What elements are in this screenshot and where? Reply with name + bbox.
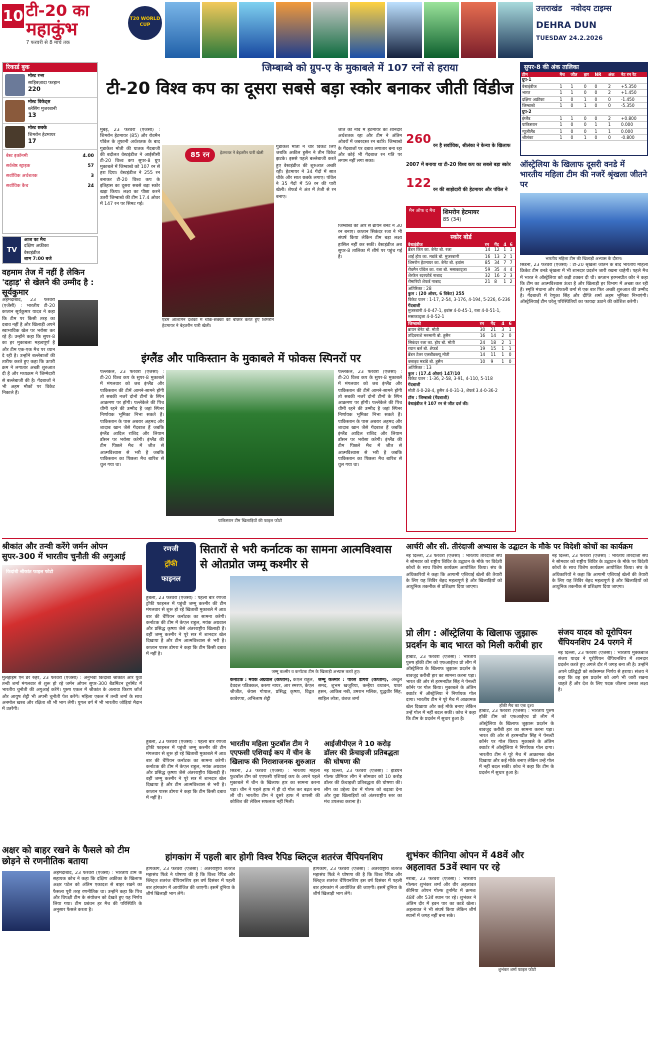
batting-table-2: जिम्बाब्वे रन गेंद 4 6 ब्रायन बेनेट बो. मोती 30 21 3 1 तदिवनाशे मरुमानी बो. हुसैन 16 14 2 0 सिकंदर रजा का. होप बो. मोती 24 18 2 1 रयान बर्ल बो. शेफर्ड 19 15 1 1 ब्रेंडन टेलर एलबीडब्ल्यू मोती 14 11 1 0 क्लाइव मडांडे बो. हुसैन 10 9 1 0 xyxy=(407,321,515,365)
headline: प्रो लीग : ऑस्ट्रेलिया के खिलाफ जुझारू प्रदर्शन के बाद भारत को मिली करीबी हार xyxy=(406,629,543,651)
masthead xyxy=(0,0,650,62)
photo xyxy=(2,871,50,931)
section-title: टी-20 का महाकुंभ 7 फरवरी से 8 मार्च तक xyxy=(26,1,90,46)
points-row: जिम्बाब्वे 1 0 1 0 0 -5.350 xyxy=(521,103,647,109)
points-row: वेस्टइंडीज 1 1 0 0 2 +5.350 xyxy=(521,83,647,89)
story-chess: हांगकांग में पहली बार होगी विश्व रैपिड ब्लिट्ज शतरंज चैंपियनशिप हांगकांग, 23 फरवरी (एजेंसी) : अंतरराष्ट्रीय शतरंज महासंघ फिडे ने घोषणा की है कि विश्व रैपिड और ब्लिट्ज शतरंज चैंपियनशिप इस वर्ष दिसंबर में पहली बार हांगकांग में आयोजित की जाएगी। इसमें दुनिया के शीर्ष खिलाड़ी भाग लेंगे। हांगकांग, 23 फरवरी (एजेंसी) : अंतरराष्ट्रीय शतरंज महासंघ फिडे ने घोषणा की है कि विश्व रैपिड और ब्लिट्ज शतरंज चैंपियनशिप इस वर्ष दिसंबर में पहली बार हांगकांग में आयोजित की जाएगी। इसमें दुनिया के शीर्ष खिलाड़ी भाग लेंगे। xyxy=(146,852,402,1040)
record-most-runs: मोस्ट रन्स साहिबज़ादा फरहान 220 xyxy=(3,72,97,98)
points-row: दक्षिण अफ्रीका 1 0 1 0 0 -1.450 xyxy=(521,96,647,102)
story-badminton: श्रीकांत और तन्वी करेंगे जर्मन ओपन सुपर-300 में भारतीय चुनौती की अगुआई किदांबी श्रीकांत फाइल फोटो मुलहाइम एन डेर रुहर, 23 फरवरी (एजेंसी) : अनुभवी किदांबी श्रीकांत और युवा तन्वी शर्मा मंगलवार से शुरू हो रहे जर्मन ओपन सुपर-300 बैडमिंटन टूर्नामेंट में भारतीय चुनौती की अगुआई करेंगे। पुरुष एकल में श्रीकांत के अलावा किरण जॉर्ज और आयुष शेट्टी भी अपनी चुनौती पेश करेंगे। महिला एकल में तन्वी शर्मा के साथ अनमोल खरब और रक्षिता श्री भी भाग लेंगी। युगल वर्ग में भी भारतीय जोड़ियां मैदान में उतरेंगी। xyxy=(2,542,142,713)
scoreboard-row: रोमारियो शेफर्ड नाबाद 21 8 1 2 xyxy=(407,279,515,285)
page-number: 10 xyxy=(2,4,24,28)
scoreboard-row: ब्रेंडन टेलर एलबीडब्ल्यू मोती 14 11 1 0 xyxy=(407,352,515,358)
ranji-photo xyxy=(230,576,402,668)
photo: किदांबी श्रीकांत फाइल फोटो xyxy=(2,565,142,673)
man-of-match: मैन ऑफ द मैच शिमरोन हेटमायर 85 (34) xyxy=(406,206,516,228)
story-igpl: आईजीपीएल ने 10 करोड़ डॉलर की फ्रेंचाइजी प्रतिबद्धता की घोषणा की नई दिल्ली, 23 फरवरी (एजेंसी) : इंडियन गोल्फ प्रीमियर लीग ने सोमवार को 10 करोड़ डॉलर की फ्रेंचाइजी प्रतिबद्धता की घोषणा की। लीग का उद्देश्य देश में गोल्फ को बढ़ावा देना और युवा खिलाड़ियों को अंतरराष्ट्रीय स्तर का मंच उपलब्ध कराना है। xyxy=(324,740,402,806)
points-row: श्रीलंका 1 0 1 0 0 -0.800 xyxy=(521,135,647,141)
headline: भारतीय महिला फुटबॉल टीम ने एएफसी एशियाई कप में चीन के खिलाफ की निराशाजनक शुरुआत xyxy=(230,740,316,766)
ranji-badge: रणजी ट्रॉफी फाइनल xyxy=(146,542,196,592)
photo xyxy=(58,300,98,346)
tv-box: TV आज का मैच दक्षिण अफ्रीका वेस्टइंडीज शाम 7:00 बजे xyxy=(2,236,98,264)
headline: संजय यादव को यूरोपियन चैंपियनशिप 24 परगने में xyxy=(558,628,632,647)
story-hockey: प्रो लीग : ऑस्ट्रेलिया के खिलाफ जुझारू प्रदर्शन के बाद भारत को मिली करीबी हार होबार्ट, 23 फरवरी (एजेंसी) : भारतीय पुरुष हॉकी टीम को एफआईएच प्रो लीग में ऑस्ट्रेलिया के खिलाफ जुझारू प्रदर्शन के बावजूद करीबी हार का सामना करना पड़ा। भारत की ओर से हरमनप्रीत सिंह ने पेनल्टी कॉर्नर पर गोल किया। मुकाबले के अंतिम क्वार्टर में ऑस्ट्रेलिया ने निर्णायक गोल दागा। भारतीय टीम ने पूरे मैच में आक्रामक खेल दिखाया और कई मौके बनाए लेकिन उन्हें गोल में नहीं बदल सकी। कोच ने कहा कि टीम के प्रदर्शन में सुधार हुआ है। हॉकी मैच का एक दृश्य होबार्ट, 23 फरवरी (एजेंसी) : भारतीय पुरुष हॉकी टीम को एफआईएच प्रो लीग में ऑस्ट्रेलिया के खिलाफ जुझारू प्रदर्शन के बावजूद करीबी हार का सामना करना पड़ा। भारत की ओर से हरमनप्रीत सिंह ने पेनल्टी कॉर्नर पर गोल किया। मुकाबले के अंतिम क्वार्टर में ऑस्ट्रेलिया ने निर्णायक गोल दागा। भारतीय टीम ने पूरे मैच में आक्रामक खेल दिखाया और कई मौके बनाए लेकिन उन्हें गोल में नहीं बदल सकी। कोच ने कहा कि टीम के प्रदर्शन में सुधार हुआ है। xyxy=(406,629,554,777)
points-row: भारत 1 1 0 0 2 +1.450 xyxy=(521,90,647,96)
story-axar: अक्षर को बाहर रखने के फैसले को टीम छोड़ने से रणनीतिक बताया अहमदाबाद, 23 फरवरी (एजेंसी) : भारतीय टीम के सहायक कोच ने कहा कि दक्षिण अफ्रीका के खिलाफ अक्षर पटेल को अंतिम एकादश से बाहर रखने का फैसला पूरी तरह रणनीतिक था। उन्होंने कहा कि पिच और विपक्षी टीम के संयोजन को देखते हुए यह निर्णय लिया गया। टीम प्रबंधन हर मैच की परिस्थिति के अनुसार फैसले करता है। xyxy=(2,846,142,1041)
lead-kicker: जिम्बाब्वे को ग्रुप-ए के मुकाबले में 107 रनों से हराया xyxy=(262,63,458,74)
scoreboard-row: तदिवनाशे मरुमानी बो. हुसैन 16 14 2 0 xyxy=(407,333,515,339)
batting-table-1: वेस्टइंडीज रन गेंद 4 6 ब्रैंडन किंग का. बेनेट बो. रजा 14 12 1 1 शाई होप का. मडांडे बो. मुजरबानी 16 13 2 1 शिमरोन हेटमायर का. बेनेट बो. इवांस 85 34 7 7 रोवमैन पॉवेल का. रजा बो. मसाकाद्जा 59 35 4 4 शेरफेन रदरफोर्ड नाबाद 32 16 2 3 रोमारियो शेफर्ड नाबाद 21 8 1 2 xyxy=(407,242,515,286)
ranji-body-cont: हुबली, 23 फरवरी (एजेंसी) : पहली बार रणजी ट्रॉफी फाइनल में पहुंची जम्मू कश्मीर की टीम मंगलवार से शुरू हो रहे खिताबी मुकाबले में आठ बार की चैंपियन कर्नाटक का सामना करेगी। कर्नाटक की टीम में केएल राहुल, मयंक अग्रवाल और प्रसिद्ध कृष्णा जैसे अंतरराष्ट्रीय खिलाड़ी हैं। वहीं जम्मू कश्मीर ने पूरे सत्र में शानदार खेल दिखाया है और टीम आत्मविश्वास से भरी है। कप्तान पारस डोगरा ने कहा कि टीम किसी दबाव में नहीं है। xyxy=(146,740,226,801)
points-row: इंग्लैंड 1 1 0 0 2 +0.800 xyxy=(521,115,647,121)
headline: शुभंकर कीनिया ओपन में 48वें और अहलावत 53वें स्थान पर रहे xyxy=(406,851,524,873)
lead-col-4: जिम्बाब्वे की ओर से ब्रायन बेनेट ने 30 रन बनाए। कप्तान सिकंदर रजा ने भी संघर्ष किया लेकिन टीम बड़ा लक्ष्य हासिल नहीं कर सकी। वेस्टइंडीज अब सुपर-8 तालिका में शीर्ष पर पहुंच गई है। xyxy=(338,224,402,261)
stat-260: 260 रन है सर्वाधिक, श्रीलंका ने केन्या के खिलाफ 2007 में बनाया था टी-20 विश्व कप का सबसे बड़ा स्कोर xyxy=(406,132,511,168)
story-women-cricket: ऑस्ट्रेलिया के खिलाफ दूसरी वनडे में भारतीय महिला टीम की नजरें श्रृंखला जीतने पर भारतीय महिला टीम की खिलाड़ी अभ्यास के दौरान। सिडनी, 23 फरवरी (एजेंसी) : टी-20 श्रृंखला जीतने के बाद भारतीय महिला क्रिकेट टीम वनडे श्रृंखला में भी शानदार प्रदर्शन जारी रखना चाहेगी। पहले मैच में भारत ने ऑस्ट्रेलिया को कड़ी टक्कर दी थी। कप्तान हरमनप्रीत कौर ने कहा कि टीम का आत्मविश्वास ऊंचा है और खिलाड़ी हर विभाग में अच्छा कर रही हैं। स्मृति मंधाना और शेफाली वर्मा से एक बार फिर अच्छी शुरुआत की उम्मीद है। गेंदबाजी में रेणुका सिंह और दीप्ति शर्मा अहम भूमिका निभाएंगी। ऑस्ट्रेलियाई टीम घरेलू परिस्थितियों का फायदा उठाने की कोशिश करेगी। xyxy=(520,160,648,306)
world-cup-badge: T20 WORLD CUP xyxy=(128,6,162,40)
story-suryakumar: वहमाम तेज में नहीं है लेकिन 'दहाड़' से खेलने की उम्मीद है : सूर्यकुमार अहमदाबाद, 23 फरवरी (एजेंसी) : भारतीय टी-20 कप्तान सूर्यकुमार यादव ने कहा कि टीम पर किसी तरह का दबाव नहीं है और खिलाड़ी अपने स्वाभाविक खेल पर भरोसा कर रहे हैं। उन्होंने कहा कि सुपर-8 का हर मुकाबला महत्वपूर्ण है और टीम एक-एक मैच पर ध्यान दे रही है। उन्होंने बल्लेबाजों की तारीफ करते हुए कहा कि ऊपरी क्रम ने लगातार अच्छी शुरुआत दी है और मध्यक्रम ने जिम्मेदारी से बल्लेबाजी की है। गेंदबाजों ने भी अहम मौकों पर विकेट निकाले हैं। xyxy=(2,268,98,536)
divider xyxy=(2,538,648,539)
avatar xyxy=(5,100,25,122)
brand-block: उत्तराखंड नवोदय टाइम्स DEHRA DUN TUESDAY 24.2.2026 xyxy=(536,4,612,42)
scoreboard-row: क्लाइव मडांडे बो. हुसैन 10 9 1 0 xyxy=(407,358,515,364)
cricket-bat xyxy=(162,180,196,241)
points-row: पाकिस्तान 1 0 0 1 1 0.000 xyxy=(521,122,647,128)
lead-photo xyxy=(162,145,274,317)
lead-headline: टी-20 विश्व कप का दूसरा सबसे बड़ा स्कोर बनाकर जीती विंडीज xyxy=(106,79,514,99)
points-row: न्यूजीलैंड 1 0 0 1 1 0.000 xyxy=(521,128,647,134)
ranji-headline: सितारों से भरी कर्नाटक का सामना आत्मविश्वास से ओतप्रोत जम्मू कश्मीर से xyxy=(200,543,392,571)
avatar xyxy=(5,126,25,148)
headline: हांगकांग में पहली बार होगी विश्व रैपिड ब्लिट्ज शतरंज चैंपियनशिप xyxy=(165,853,383,863)
ranji-body: हुबली, 23 फरवरी (एजेंसी) : पहली बार रणजी ट्रॉफी फाइनल में पहुंची जम्मू कश्मीर की टीम मंगलवार से शुरू हो रहे खिताबी मुकाबले में आठ बार की चैंपियन कर्नाटक का सामना करेगी। कर्नाटक की टीम में केएल राहुल, मयंक अग्रवाल और प्रसिद्ध कृष्णा जैसे अंतरराष्ट्रीय खिलाड़ी हैं। वहीं जम्मू कश्मीर ने पूरे सत्र में शानदार खेल दिखाया है और टीम आत्मविश्वास से भरी है। कप्तान पारस डोगरा ने कहा कि टीम किसी दबाव में नहीं है। xyxy=(146,596,226,657)
headline: आर्चरी और सी. तीरंदाजी अभ्यास के उद्घाटन के मौके पर विदेशी कोचों का कार्यक्रम xyxy=(406,542,633,551)
points-table: सुपर-8 की अंक तालिका टीम मैच जीत हार NR अंक नेट रन रेट ग्रुप-1 वेस्टइंडीज 1 1 0 0 2 +5.350 भारत 1 1 0 0 2 +1.450 दक्षिण अफ्रीका 1 0 1 0 0 -1.450 जिम्बाब्वे 1 0 1 0 0 -5.350 ग्रुप-2 इंग्लैंड 1 1 0 0 2 +0.800 पाकिस्तान 1 0 0 1 1 0.000 न्यूजीलैंड 1 0 0 1 1 0.000 श्रीलंका 1 0 1 0 0 -0.800 xyxy=(520,62,648,156)
scoreboard-row: रोवमैन पॉवेल का. रजा बो. मसाकाद्जा 59 35 4 4 xyxy=(407,266,515,272)
headline: इंग्लैंड और पाकिस्तान के मुकाबले में फोकस स्पिनरों पर xyxy=(141,352,361,365)
scoreboard-row: शिमरोन हेटमायर का. बेनेट बो. इवांस 85 34 7 7 xyxy=(407,260,515,266)
photo xyxy=(166,370,334,516)
headline: ऑस्ट्रेलिया के खिलाफ दूसरी वनडे में भारतीय महिला टीम की नजरें श्रृंखला जीतने पर xyxy=(520,160,648,189)
record-most-wickets: मोस्ट विकेट्स ब्लेसिंग मुजरबानी 13 xyxy=(3,98,97,124)
tv-icon: TV xyxy=(3,237,21,263)
photo-badge: 85 रन xyxy=(185,148,215,162)
scoreboard-row: ब्रायन बेनेट बो. मोती 30 21 3 1 xyxy=(407,327,515,333)
story-sanjay: संजय यादव को यूरोपियन चैंपियनशिप 24 परगने में नई दिल्ली, 23 फरवरी (एजेंसी) : भारतीय मुक्केबाज संजय यादव ने यूरोपियन चैंपियनशिप में शानदार प्रदर्शन करते हुए अगले दौर में जगह बना ली है। उन्होंने अपने प्रतिद्वंद्वी को सर्वसम्मत निर्णय से हराया। संजय ने कहा कि वह इस प्रदर्शन को आगे भी जारी रखना चाहते हैं और देश के लिए पदक जीतना उनका लक्ष्य है। xyxy=(558,628,648,694)
scoreboard: स्कोर बोर्ड वेस्टइंडीज रन गेंद 4 6 ब्रैंडन किंग का. बेनेट बो. रजा 14 12 1 1 शाई होप का. मडांडे बो. मुजरबानी 16 13 2 1 शिमरोन हेटमायर का. बेनेट बो. इवांस 85 34 7 7 रोवमैन पॉवेल का. रजा बो. मसाकाद्जा 59 35 4 4 शेरफेन रदरफोर्ड नाबाद 32 16 2 3 रोमारियो शेफर्ड नाबाद 21 8 1 2 अतिरिक्त : 28 कुल : (20 ओवर, 6 विकेट) 255 विकेट पतन : 1-17, 2-54, 3-176, 4-194, 5-226, 6-236 गेंदबाजी मुजरबानी 4-0-47-1, इवांस 4-0-45-1, रजा 4-0-51-1, मसाकाद्जा 4-0-52-1 जिम्बाब्वे रन गेंद 4 6 ब्रायन बेनेट बो. मोती 30 21 3 1 तदिवनाशे मरुमानी बो. हुसैन 16 14 2 0 सिकंदर रजा का. होप बो. मोती 24 18 2 1 रयान बर्ल बो. शेफर्ड 19 15 1 1 ब्रेंडन टेलर एलबीडब्ल्यू मोती 14 11 1 0 क्लाइव मडांडे बो. हुसैन 10 9 1 0 अतिरिक्त : 13 कुल : (17.4 ओवर) 147/10 विकेट पतन : 1-36, 2-58, 3-91, 4-110, 5-118 गेंदबाजी मोती 4-0-28-4, हुसैन 4-0-31-3, शेफर्ड 3.4-0-36-2 टॉस : जिम्बाब्वे (गेंदबाजी) वेस्टइंडीज ने 107 रन से जीत दर्ज की। xyxy=(406,232,516,532)
photo xyxy=(479,655,554,703)
record-book: रिकार्ड बुक मोस्ट रन्स साहिबज़ादा फरहान 220 मोस्ट विकेट्स ब्लेसिंग मुजरबानी 13 मोस्ट छक्के शिमरोन हेटमायर 17 बेस्ट इकॉनमी 4.00 सर्वश्रेष्ठ स्ट्राइक 57 सर्वाधिक अर्धशतक 3 सर्वाधिक कैच 24 xyxy=(2,62,98,234)
scoreboard-row: शाई होप का. मडांडे बो. मुजरबानी 16 13 2 1 xyxy=(407,253,515,259)
scoreboard-row: शेरफेन रदरफोर्ड नाबाद 32 16 2 3 xyxy=(407,273,515,279)
headline: अक्षर को बाहर रखने के फैसले को टीम छोड़ने से रणनीतिक बताया xyxy=(2,846,130,867)
photo xyxy=(479,877,555,967)
scoreboard-row: ब्रैंडन किंग का. बेनेट बो. रजा 14 12 1 1 xyxy=(407,247,515,253)
record-most-sixes: मोस्ट छक्के शिमरोन हेटमायर 17 xyxy=(3,124,97,150)
story-archery: आर्चरी और सी. तीरंदाजी अभ्यास के उद्घाटन के मौके पर विदेशी कोचों का कार्यक्रम नई दिल्ली, 23 फरवरी (एजेंसी) : भारतीय तीरंदाजी संघ ने सोमवार को राष्ट्रीय शिविर के उद्घाटन के मौके पर विदेशी कोचों के साथ विशेष कार्यक्रम आयोजित किया। संघ के अधिकारियों ने कहा कि आगामी एशियाई खेलों की तैयारी के लिए यह शिविर बेहद महत्वपूर्ण है और खिलाड़ियों को आधुनिक तकनीक से प्रशिक्षण दिया जाएगा। नई दिल्ली, 23 फरवरी (एजेंसी) : भारतीय तीरंदाजी संघ ने सोमवार को राष्ट्रीय शिविर के उद्घाटन के मौके पर विदेशी कोचों के साथ विशेष कार्यक्रम आयोजित किया। संघ के अधिकारियों ने कहा कि आगामी एशियाई खेलों की तैयारी के लिए यह शिविर बेहद महत्वपूर्ण है और खिलाड़ियों को आधुनिक तकनीक से प्रशिक्षण दिया जाएगा। xyxy=(406,542,648,622)
headline: आईजीपीएल ने 10 करोड़ डॉलर की फ्रेंचाइजी प्रतिबद्धता की घोषणा की xyxy=(324,740,399,766)
photo xyxy=(520,193,648,255)
stat-122: 122 रन की साझेदारी की हेटमायर और पॉवेल ने xyxy=(406,176,508,193)
story-eng-pak: इंग्लैंड और पाकिस्तान के मुकाबले में फोकस स्पिनरों पर पल्लेकेले, 23 फरवरी (एजेंसी) : टी-20 विश्व कप के सुपर-8 मुकाबले में मंगलवार को जब इंग्लैंड और पाकिस्तान की टीमें आमने-सामने होंगी तो सबकी नजरें दोनों टीमों के स्पिन आक्रमण पर होंगी। पल्लेकेले की पिच धीमी रहने की उम्मीद है जहां स्पिनर निर्णायक भूमिका निभा सकते हैं। पाकिस्तान के पास अबरार अहमद और शादाब खान जैसे गेंदबाज हैं जबकि इंग्लैंड आदिल राशिद और लियाम डॉसन पर भरोसा करेगी। इंग्लैंड की टीम पिछले मैच में जीत से आत्मविश्वास से भरी है जबकि पाकिस्तान का पिछला मैच बारिश से धुल गया था। पाकिस्तान टीम खिलाड़ियों की फाइल फोटो पल्लेकेले, 23 फरवरी (एजेंसी) : टी-20 विश्व कप के सुपर-8 मुकाबले में मंगलवार को जब इंग्लैंड और पाकिस्तान की टीमें आमने-सामने होंगी तो सबकी नजरें दोनों टीमों के स्पिन आक्रमण पर होंगी। पल्लेकेले की पिच धीमी रहने की उम्मीद है जहां स्पिनर निर्णायक भूमिका निभा सकते हैं। पाकिस्तान के पास अबरार अहमद और शादाब खान जैसे गेंदबाज हैं जबकि इंग्लैंड आदिल राशिद और लियाम डॉसन पर भरोसा करेगी। इंग्लैंड की टीम पिछले मैच में जीत से आत्मविश्वास से भरी है जबकि पाकिस्तान का पिछला मैच बारिश से धुल गया था। xyxy=(100,352,402,523)
scoreboard-row: रयान बर्ल बो. शेफर्ड 19 15 1 1 xyxy=(407,346,515,352)
player-strip xyxy=(165,2,533,58)
headline: वहमाम तेज में नहीं है लेकिन 'दहाड़' से खेलने की उम्मीद है : सूर्यकुमार xyxy=(2,268,94,297)
lead-col-2: गुडाकेश मोती ने चार विकेट लिए जबकि अकील हुसैन ने तीन विकेट झटके। इससे पहले बल्लेबाजी करते हुए वेस्टइंडीज की शुरुआत अच्छी रही। हेटमायर ने 34 गेंदों में सात चौके और सात छक्के लगाए। पॉवेल ने 35 गेंदों में 59 रन की पारी खेली। शेफर्ड ने अंत में तेजी से रन बनाए। xyxy=(276,145,336,200)
lead-col-1: मुंबई, 23 फरवरी (एजेंसी) : शिमरोन हेटमायर (85) और रोवमैन पॉवेल के तूफानी अर्धशतक के बाद गुडाकेश मोती की घातक गेंदबाजी की बदौलत वेस्टइंडीज ने आईसीसी टी-20 विश्व कप सुपर-8 ग्रुप मुकाबले में जिम्बाब्वे को 107 रन से हरा दिया। वेस्टइंडीज ने 255 रन बनाकर टी-20 विश्व कप के इतिहास का दूसरा सबसे बड़ा स्कोर खड़ा किया। लक्ष्य का पीछा करने उतरी जिम्बाब्वे की टीम 17.4 ओवर में 147 रन पर सिमट गई। xyxy=(100,128,160,208)
lead-col-3: जीत की नींव में हेटमायर का शानदार अर्धशतक रहा और टीम ने अंतिम ओवरों में जबरदस्त रन बटोरे। जिम्बाब्वे के गेंदबाजों पर दबाव लगातार बना रहा और कोई भी गेंदबाज रन गति पर लगाम नहीं लगा सका। xyxy=(338,128,402,165)
photo xyxy=(505,554,549,602)
ranji-squads: कर्नाटक : मयंक अग्रवाल (कप्तान), केएल राहुल, देवदत्त पडिक्कल, करुण नायर, आर स्मरण, केएल श्रीजीत, श्रेयस गोपाल, प्रसिद्ध कृष्णा, विद्वत कावेरप्पा, अभिलाष शेट्टी जम्मू कश्मीर : पारस डोगरा (कप्तान), अब्दुल समद, शुभम खजूरिया, कन्हैया वधावन, यावर हसन, आकिब नबी, उमरान मलिक, युद्धवीर सिंह, साहिल लोत्रा, वंशज शर्मा xyxy=(230,678,402,702)
scoreboard-row: सिकंदर रजा का. होप बो. मोती 24 18 2 1 xyxy=(407,339,515,345)
story-shubhankar: शुभंकर कीनिया ओपन में 48वें और अहलावत 53वें स्थान पर रहे नैरोबी, 23 फरवरी (एजेंसी) : भारतीय गोल्फर शुभंकर शर्मा और वीर अहलावत कीनिया ओपन गोल्फ टूर्नामेंट में क्रमशः 48वें और 53वें स्थान पर रहे। शुभंकर ने अंतिम दौर में इवन पार का कार्ड खेला। अहलावत ने भी संघर्ष किया लेकिन शीर्ष स्थानों में जगह नहीं बना सके। शुभंकर शर्मा फाइल फोटो xyxy=(406,850,556,1040)
photo-caption-small: हेटमायर ने बेहतरीन पारी खेली xyxy=(220,150,264,155)
avatar xyxy=(5,74,25,96)
ranji-photo-caption: जम्मू कश्मीर व कर्नाटक टीम के खिलाड़ी अभ्यास करते हुए। xyxy=(271,669,361,674)
lead-photo-caption: एडम ऑल्टमैन दर्शकों में चौके-छक्कों की बौछार करते हुए शिमरोन हेटमायर ने बेहतरीन पारी खेली। xyxy=(162,318,274,330)
photo xyxy=(239,867,309,937)
story-football: भारतीय महिला फुटबॉल टीम ने एएफसी एशियाई कप में चीन के खिलाफ की निराशाजनक शुरुआत सिडनी, 23 फरवरी (एजेंसी) : भारतीय महिला फुटबॉल टीम को एएफसी एशियाई कप के अपने पहले मुकाबले में चीन के खिलाफ हार का सामना करना पड़ा। चीन ने पहले हाफ में ही दो गोल कर बढ़त बना ली थी। भारतीय टीम ने दूसरे हाफ में वापसी की कोशिश की लेकिन सफलता नहीं मिली। xyxy=(230,740,320,806)
headline: श्रीकांत और तन्वी करेंगे जर्मन ओपन सुपर-300 में भारतीय चुनौती की अगुआई xyxy=(2,542,126,561)
